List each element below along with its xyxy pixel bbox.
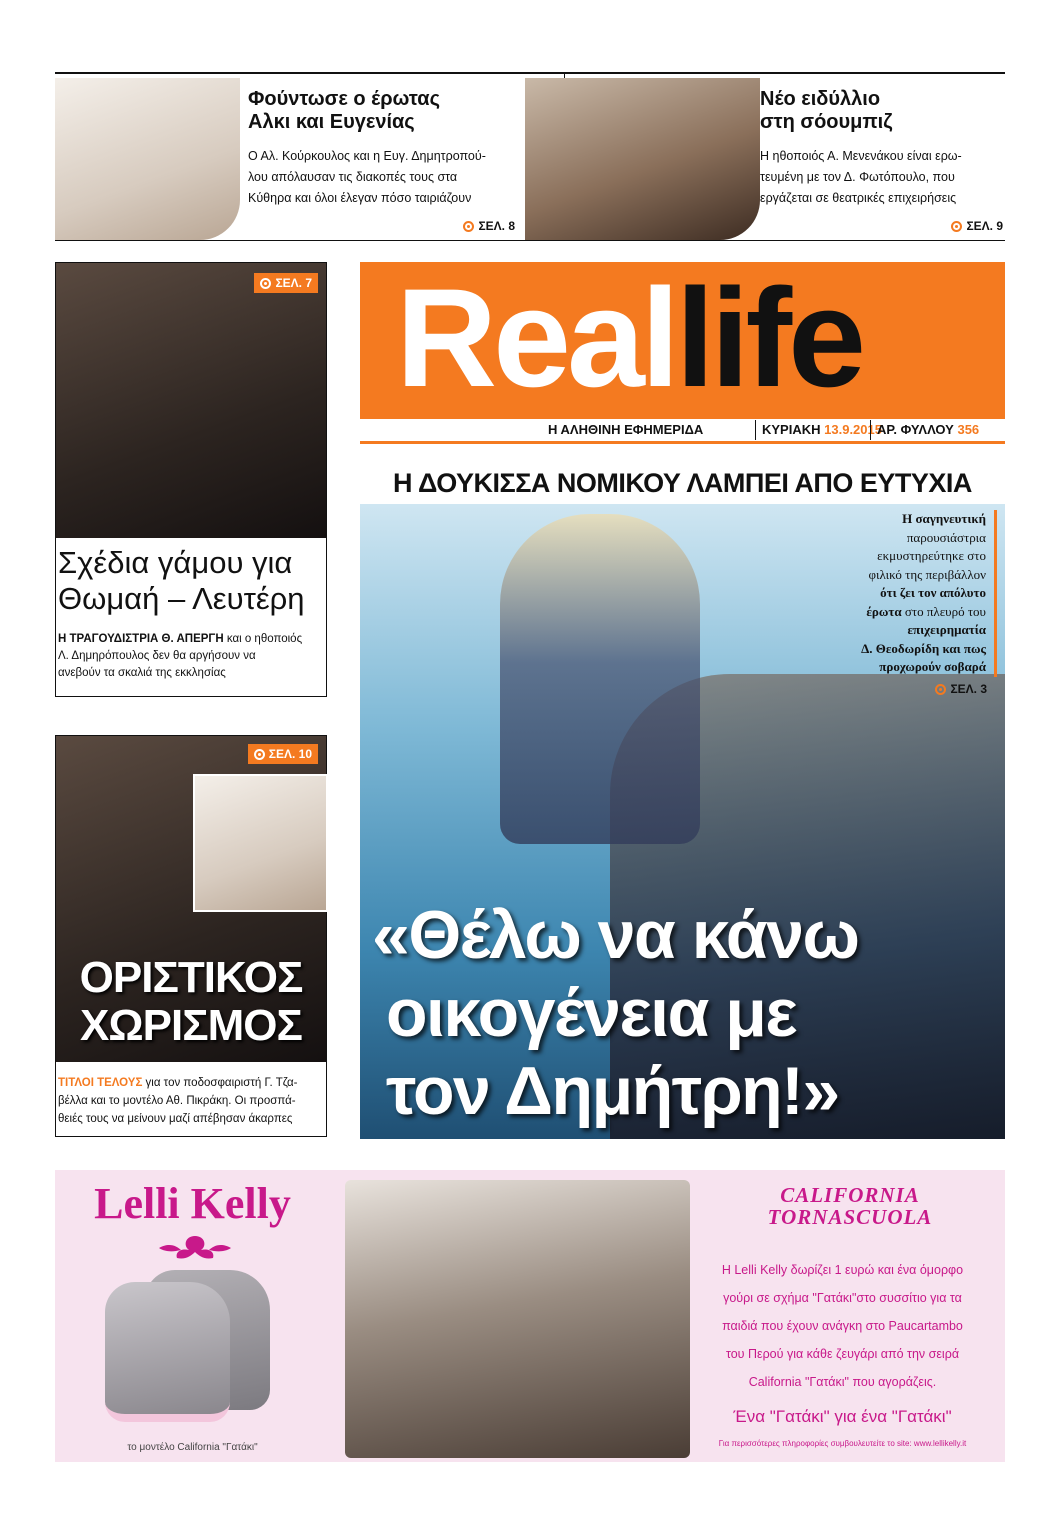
teaser-left-photo [55, 78, 240, 240]
masthead-day: ΚΥΡΙΑΚΗ [762, 422, 821, 437]
ad-footnote[interactable]: Για περισσότερες πληροφορίες συμβουλευτείτε το site: www.lellikelly.it [718, 1439, 967, 1448]
ad-body-line3: παιδιά που έχουν ανάγκη στο Paucartambo [722, 1319, 963, 1333]
left-story-2-inset-photo [193, 774, 328, 912]
ad-campaign-line2: TORNASCUOLA [767, 1205, 933, 1229]
masthead[interactable] [360, 259, 1005, 444]
teaser-left[interactable] [55, 74, 560, 240]
teaser-left-page-label: ΣΕΛ. 8 [478, 219, 515, 233]
teaser-left-body-line2: λου απόλαυσαν τις διακοπές τους στα [248, 170, 458, 184]
masthead-info [360, 420, 1005, 440]
sidebar-line-6 [766, 603, 986, 622]
left-story-2-headline [56, 954, 326, 1050]
left-story-1-body-line2: Λ. Δημηρόπουλος δεν θα αργήσουν να [58, 650, 256, 662]
left-story-1-headline [58, 545, 305, 617]
left-story-1[interactable] [55, 262, 327, 697]
ad-body-line4: του Περού για κάθε ζευγάρι από την σειρά [725, 1347, 960, 1361]
teaser-left-body-line3: Κύθηρα και όλοι έλεγαν πόσο ταιριάζουν [248, 191, 472, 205]
teaser-right-page-label: ΣΕΛ. 9 [966, 219, 1003, 233]
page-target-icon [951, 221, 962, 232]
masthead-logo [396, 259, 863, 416]
sidebar-line-1: Η σαγηνευτική [902, 511, 986, 526]
sidebar-line-6-rest: στο πλευρό του [901, 603, 986, 619]
left-story-2-body [58, 1074, 326, 1128]
teaser-right-title [760, 88, 892, 134]
main-story[interactable] [360, 504, 1005, 1139]
left-story-2-page-label: ΣΕΛ. 10 [268, 747, 312, 761]
teaser-left-title-line1: Φούντωσε ο έρωτας [248, 88, 440, 110]
teaser-right-body [760, 146, 1005, 209]
left-story-2-lead-accent: ΤΙΤΛΟΙ ΤΕΛΟΥΣ [58, 1077, 143, 1089]
main-story-quote [372, 896, 858, 1130]
sidebar-line-4: φιλικό της περιβάλλον [868, 566, 986, 582]
left-story-2-headline-line2: ΧΩΡΙΣΜΟΣ [80, 1001, 302, 1050]
left-story-1-photo [56, 263, 326, 538]
teaser-right-page-ref[interactable] [951, 219, 1003, 233]
left-story-1-headline-line1: Σχέδια γάμου για [58, 545, 293, 580]
rose-icon [155, 1232, 235, 1262]
lelli-kelly-ad[interactable] [55, 1170, 1005, 1462]
page-target-icon [260, 278, 271, 289]
teaser-right-body-line3: εργάζεται σε θεατρικές επιχειρήσεις [760, 191, 957, 205]
ad-children-photo [345, 1180, 690, 1458]
teaser-left-page-ref[interactable] [463, 219, 515, 233]
masthead-issue-box [870, 420, 979, 440]
masthead-issue-number: 356 [957, 422, 980, 437]
top-bottom-rule [55, 240, 1005, 241]
ad-body-line5: California "Γατάκι" που αγοράζεις. [748, 1375, 937, 1389]
sidebar-line-5: ότι ζει τον απόλυτο [880, 585, 986, 600]
main-story-photo-figure [500, 514, 700, 844]
teaser-left-body-line1: Ο Αλ. Κούρκουλος και η Ευγ. Δημητροπού- [248, 149, 486, 163]
left-story-2-page-ref[interactable] [248, 744, 318, 764]
ad-shoe-image [105, 1270, 280, 1425]
page-target-icon [254, 749, 265, 760]
teaser-left-body [248, 146, 558, 209]
left-story-1-body [58, 631, 324, 682]
main-story-page-ref[interactable] [935, 682, 987, 696]
ad-slogan: Ένα "Γατάκι" για ένα "Γατάκι" [733, 1407, 952, 1426]
left-story-2-body-line3: θειές τους να μείνουν μαζί απέβησαν άκαρπες [58, 1113, 293, 1125]
left-story-1-page-ref[interactable] [254, 273, 318, 293]
teaser-right-title-line1: Νέο ειδύλλιο [760, 88, 881, 110]
main-story-kicker: Η ΔΟΥΚΙΣΣΑ ΝΟΜΙΚΟΥ ΛΑΜΠΕΙ ΑΠΟ ΕΥΤΥΧΙΑ [393, 468, 972, 498]
teaser-right-title-line2: στη σόουμπιζ [760, 111, 893, 133]
ad-shoe-caption: το μοντέλο California "Γατάκι" [127, 1442, 258, 1453]
left-story-2-headline-line1: ΟΡΙΣΤΙΚΟΣ [79, 953, 303, 1002]
masthead-date: 13.9.2015 [824, 422, 882, 437]
ad-campaign-line1: CALIFORNIA [780, 1183, 920, 1207]
logo-life: life [675, 259, 863, 416]
sidebar-line-9: προχωρούν σοβαρά [879, 659, 986, 674]
quote-line-1: «Θέλω να κάνω [372, 897, 859, 973]
teaser-right-body-line2: τευμένη με τον Δ. Φωτόπουλο, που [760, 170, 955, 184]
logo-real: Real [396, 259, 676, 416]
sidebar-line-3: εκμυστηρεύτηκε στο [877, 548, 986, 563]
ad-body-line2: γούρι σε σχήμα "Γατάκι"στο συσσίτιο για τα [723, 1291, 962, 1305]
page-target-icon [935, 684, 946, 695]
teaser-left-title-line2: Αλκι και Ευγενίας [248, 111, 415, 133]
left-story-2[interactable] [55, 735, 327, 1137]
sidebar-line-7: επιχειρηματία [907, 622, 986, 637]
sidebar-line-6-bold: έρωτα [866, 603, 902, 619]
masthead-date-box [755, 420, 882, 440]
masthead-tagline: Η ΑΛΗΘΙΝΗ ΕΦΗΜΕΡΙΔΑ [548, 422, 704, 437]
ad-shoe-front [105, 1282, 230, 1422]
masthead-issue-label: ΑΡ. ΦΥΛΛΟΥ [877, 422, 954, 437]
teaser-right[interactable] [565, 74, 1005, 240]
main-story-sidebar [766, 510, 997, 677]
quote-line-3: τον Δημήτρη!» [386, 1053, 839, 1129]
quote-line-2: οικογένεια με [386, 975, 797, 1051]
left-story-2-body-line2: βέλλα και το μοντέλο Αθ. Πικράκη. Οι προσπά- [58, 1095, 296, 1107]
teaser-left-title [248, 88, 440, 134]
left-story-1-lead-rest: και ο ηθοποιός [223, 633, 303, 645]
left-story-1-lead-bold: Η ΤΡΑΓΟΥΔΙΣΤΡΙΑ Θ. ΑΠΕΡΓΗ [58, 633, 224, 645]
ad-body [685, 1256, 1000, 1396]
teaser-right-photo [525, 78, 760, 240]
main-story-page-label: ΣΕΛ. 3 [950, 682, 987, 696]
left-story-1-headline-line2: Θωμαή – Λευτέρη [58, 581, 305, 616]
ad-body-line1: Η Lelli Kelly δωρίζει 1 ευρώ και ένα όμορφο [721, 1263, 964, 1277]
page-target-icon [463, 221, 474, 232]
left-story-1-page-label: ΣΕΛ. 7 [275, 276, 312, 290]
sidebar-line-8: Δ. Θεοδωρίδη και πως [861, 640, 986, 656]
left-story-2-lead-rest: για τον ποδοσφαιριστή Γ. Τζα- [142, 1077, 298, 1089]
left-story-1-body-line3: ανεβούν τα σκαλιά της εκκλησίας [58, 667, 226, 679]
sidebar-line-2: παρουσιάστρια [906, 529, 986, 545]
ad-brand-logo: Lelli Kelly [94, 1179, 291, 1228]
teaser-right-body-line1: Η ηθοποιός Α. Μενενάκου είναι ερω- [760, 149, 962, 163]
ad-campaign-logo [715, 1184, 985, 1228]
